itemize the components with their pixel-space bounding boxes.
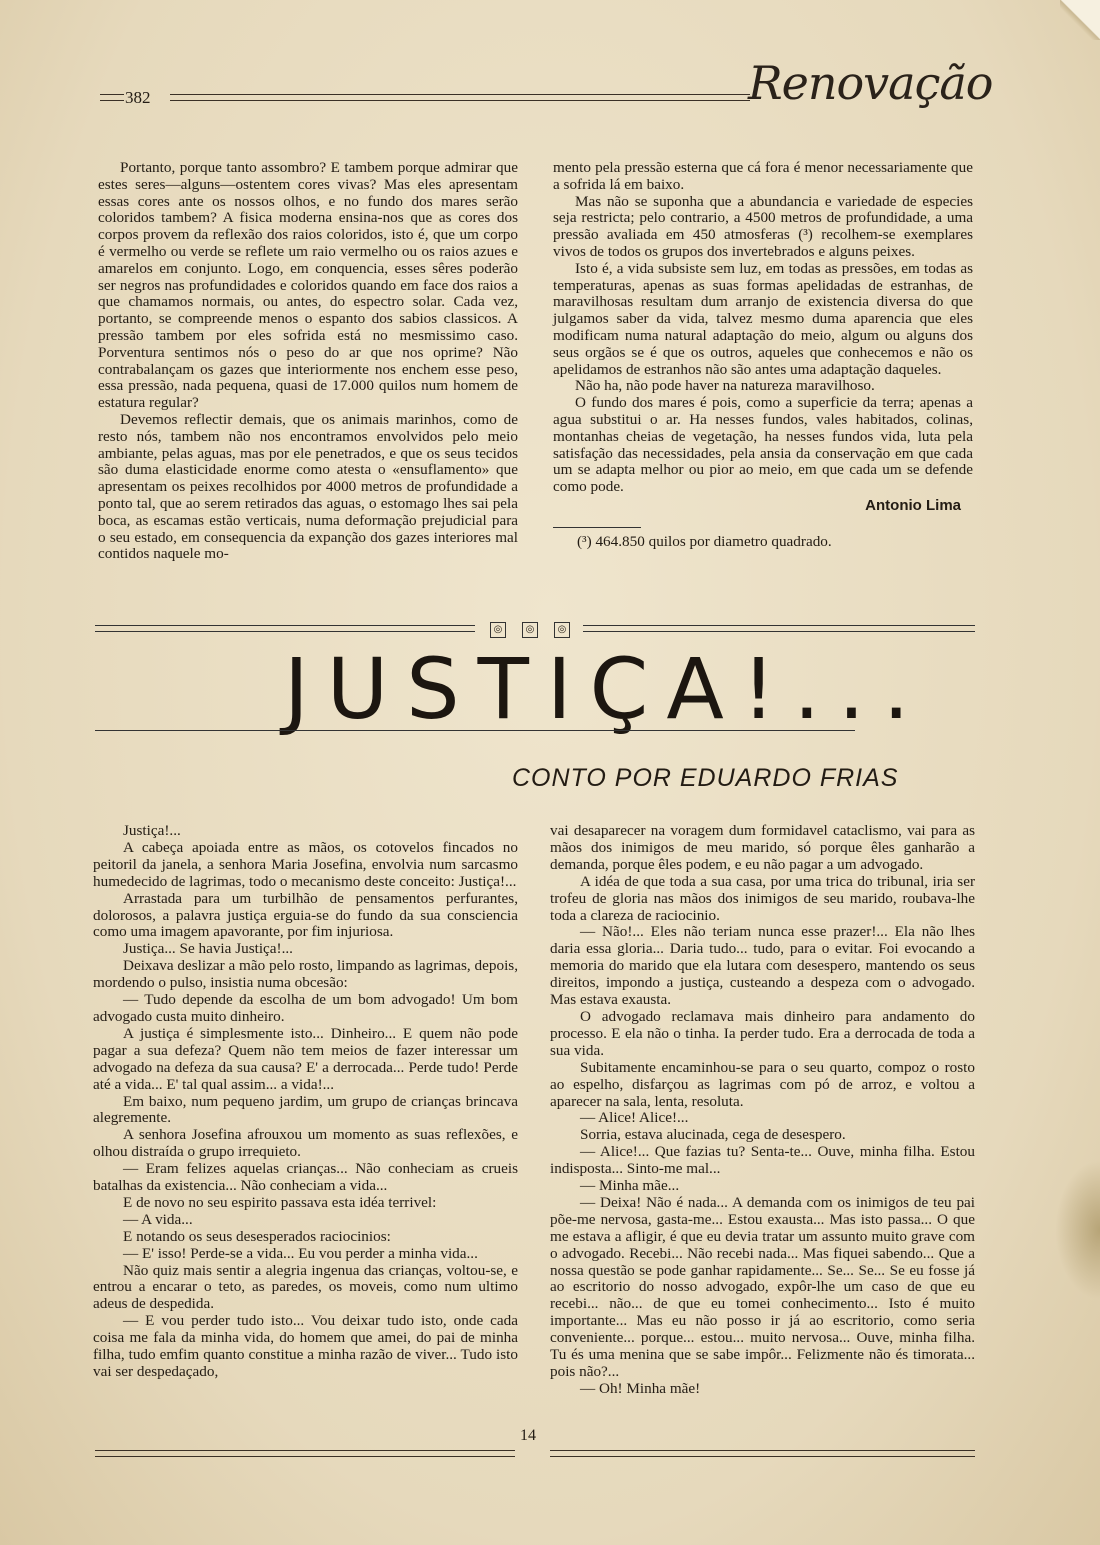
footnote-rule: [553, 527, 641, 528]
title-rule: [95, 730, 855, 731]
paragraph: — A vida...: [123, 1210, 193, 1228]
paragraph: A senhora Josefina afrouxou um momento as suas reflexões, e olhou distraída o grupo irrequieto.: [93, 1126, 518, 1161]
paragraph: — Deixa! Não é nada... A demanda com os inimigos de teu pai põe-me nervosa, gasta-me... Estou exausta... Mas isto passa... O que me estava a afligir, é que eu devia tratar um assunto muito grave com o advogado. Recebi... Não recebi nada... Mas fiquei sabendo... Que a nossa questão se pode ganhar rapidamente... Se... Se... Se eu fosse já ao escritorio do nosso advogado, expôr-lhe um caso de que eu recebi... não... de que eu tomei conhecimento... Isto é muito importante... Mas eu não posso ir já ao escritorio, como seria conveniente... porque... estou... muito nervosa... Ouve, minha filha. Tu és uma menina que se sabe impôr... Felizmente não és timorata... pois não?...: [550, 1193, 975, 1380]
paragraph: — E' isso! Perde-se a vida... Eu vou perder a minha vida...: [123, 1244, 478, 1262]
paragraph: Isto é, a vida subsiste sem luz, em todas as pressões, em todas as temperaturas, apenas as suas formas apelidadas de estranhas, de maravilhosas resultam dum arranjo de existencia diversa do que julgamos saber da vida, talvez mesmo duma aparencia que eles modificam numa natural adaptação do meio, algum ou alguns dos seus orgãos se é que os outros, aqueles que conhecemos e não os apelidamos de estranhos não são antes uma adaptação daqueles.: [553, 259, 973, 378]
paragraph: Justiça!...: [123, 822, 181, 839]
paragraph: Portanto, porque tanto assombro? E tambem porque admirar que estes seres—alguns—ostentem cores vivas? Mas eles apresentam essas cores ante os nossos olhos, e no fundo dos mares serão coloridos tambem? A fisica moderna ensina-nos que as cores dos corpos provem da reflexão dos raios coloridos, isto é, que um corpo é vermelho ou verde se reflete um raio vermelho ou os raios azues e amarelos em conjunto. Logo, em conquencia, esses sêres poderão ser negros nas profundidades e coloridos quando em face dos raios a que chamamos normais, ou antes, do espectro solar. Cada vez, portanto, se compreende menos o espanto dos sabios classicos. A pressão tambem por eles sofrida está no mesmissimo caso. Porventura sentimos nós o peso do ar que nos oprime? Não contrabalançam os gazes que interiormente nos enchem esse peso, essa pressão, nada pequena, quasi de 17.000 quilos num homem de estatura regular?: [98, 159, 518, 412]
paragraph: Mas não se suponha que a abundancia e variedade de especies seja restricta; pelo contrario, a 4500 metros de profundidade, a uma pressão avaliada em 450 atmosferas (³) recolhem-se exemplares vivos de todos os grupos dos invertebrados e alguns peixes.: [553, 192, 973, 260]
paragraph: A justiça é simplesmente isto... Dinheiro... E quem não pode pagar a sua defeza? Quem não tem meios de fazer interessar um advogado na defeza da sua causa? E' a derrocada... Perde tudo! Perde até a vida... E' tal qual assim... a vida!...: [93, 1024, 518, 1093]
footer-rule-right-2: [550, 1456, 975, 1457]
header-rule-main: [170, 94, 750, 95]
paper-stain: [1055, 1160, 1100, 1300]
paragraph: Sorria, estava alucinada, cega de desespero.: [580, 1126, 846, 1144]
separator-line-right: [583, 625, 975, 632]
paragraph: E notando os seus desesperados raciocinios:: [123, 1227, 391, 1245]
paragraph: — Alice!... Que fazias tu? Senta-te... Ouve, minha filha. Estou indisposta... Sinto-me mal...: [550, 1143, 975, 1178]
paragraph: — E vou perder tudo isto... Vou deixar tudo isto, onde cada coisa me fala da minha vida, do homem que amei, do pai de minha filha, tudo emfim quanto constitue a minha razão de viver... Tudo isto vai ser despedaçado,: [93, 1312, 518, 1380]
paragraph: Em baixo, num pequeno jardim, um grupo de crianças brincava alegremente.: [93, 1092, 518, 1127]
footer-rule-left-2: [95, 1456, 515, 1457]
article1-column-left: [98, 160, 518, 563]
paragraph: — Oh! Minha mãe!: [580, 1379, 701, 1397]
footer-rule-right: [550, 1450, 975, 1451]
folded-corner: [1060, 0, 1100, 40]
footnote: (³) 464.850 quilos por diametro quadrado.: [577, 532, 832, 550]
story-title: JUSTIÇA!...: [284, 640, 928, 738]
paragraph: O fundo dos mares é pois, como a superficie da terra; apenas a agua substitui o ar. Ha nesses fundos, vales habitados, colinas, montanhas cheias de vegetação, ha nesses fundos vida, luta pela satisfação das necessidades, pela ansia da conservação em que cada um se adapta melhor ou pior ao meio, em que cada um se defende como pode.: [553, 394, 973, 496]
paragraph: Subitamente encaminhou-se para o seu quarto, compoz o rosto ao espelho, disfarçou as lagrimas com pó de arroz, e voltou a aparecer na sala, lenta, resoluta.: [550, 1058, 975, 1110]
separator-line-left: [95, 625, 475, 632]
paragraph: — Eram felizes aquelas crianças... Não conheciam as crueis batalhas da existencia... Não conheciam a vida...: [93, 1160, 518, 1195]
paragraph: Não quiz mais sentir a alegria ingenua das crianças, voltou-se, e entrou a encarar o teto, as paredes, os moveis, como num ultimo adeus de despedida.: [93, 1261, 518, 1313]
paragraph: vai desaparecer na voragem dum formidavel cataclismo, vai para as mãos dos inimigos de meu marido, só porque êles ganharão a demanda, porque êles podem, e eu não pagar a um advogado.: [550, 822, 975, 873]
header-rule-left: [100, 94, 124, 95]
story-column-right: [550, 823, 975, 1398]
story-column-left: [93, 823, 518, 1381]
article1-column-right: [553, 160, 973, 551]
header-rule-main-2: [170, 100, 750, 101]
paragraph: — Alice! Alice!...: [580, 1109, 689, 1127]
paragraph: — Tudo depende da escolha de um bom advogado! Um bom advogado custa muito dinheiro.: [93, 991, 518, 1025]
paragraph: Devemos reflectir demais, que os animais marinhos, como de resto nós, tambem não nos encontramos envolvidos pelo meio ambiante, pelas aguas, mas por ele penetrados, e que os seus tecidos são duma elasticidade enorme como atesta o «ensuflamento» que apresentam os peixes recolhidos por 4000 metros de profundidade a ponto tal, que ao serem retirados das aguas, o estomago lhes sai pela boca, as escamas estão verticais, numa deformação prejudicial para o seu estado, em consequencia da expanção dos gazes interiores mal contidos naquele mo-: [98, 410, 518, 563]
masthead-logo: Renovação: [748, 56, 993, 110]
paragraph: A cabeça apoiada entre as mãos, os cotovelos fincados no peitoril da janela, a senhora Maria Josefina, envolvia num sarcasmo humedecido de lagrimas, todo o mecanismo deste conceito: Justiça!...: [93, 838, 518, 890]
story-byline: CONTO POR EDUARDO FRIAS: [512, 764, 899, 792]
ornament-icon: ◎: [554, 622, 570, 638]
ornament-separator: [95, 622, 975, 638]
paragraph: Não ha, não pode haver na natureza maravilhoso.: [575, 377, 875, 395]
paragraph: O advogado reclamava mais dinheiro para andamento do processo. E ela não o tinha. Ia perder tudo. Era a derrocada de toda a sua vida.: [550, 1007, 975, 1059]
paragraph: Arrastada para um turbilhão de pensamentos perfurantes, dolorosos, a palavra justiça erguia-se do fundo da sua consciencia como uma imagem apavorante, por fim injuriosa.: [93, 889, 518, 941]
page-number: 382: [125, 88, 151, 107]
footer-rule-left: [95, 1450, 515, 1451]
author-signature: Antonio Lima: [865, 496, 961, 514]
paragraph: — Minha mãe...: [580, 1177, 680, 1195]
footer-page-number: 14: [520, 1427, 536, 1444]
header-rule-left-2: [100, 100, 124, 101]
paragraph: mento pela pressão esterna que cá fora é menor necessariamente que a sofrida lá em baixo.: [553, 159, 973, 193]
paragraph: E de novo no seu espirito passava esta idéa terrivel:: [123, 1193, 437, 1211]
ornament-icon: ◎: [490, 622, 506, 638]
paragraph: — Não!... Eles não teriam nunca esse prazer!... Ela não lhes daria essa gloria... Daria tudo... tudo, para o evitar. Foi evocando a memoria do marido que ela lutara com desespero, mantendo os seus direitos, impondo a justiça, custeando a despeza com o advogado. Mas estava exausta.: [550, 923, 975, 1009]
paragraph: Deixava deslizar a mão pelo rosto, limpando as lagrimas, depois, mordendo o pulso, insistia numa obcesão:: [93, 957, 518, 992]
paragraph: A idéa de que toda a sua casa, por uma trica do tribunal, iria ser trofeu de gloria nas mãos dos inimigos de seu marido, roubava-lhe toda a clareza de raciocinio.: [550, 872, 975, 924]
paragraph: Justiça... Se havia Justiça!...: [123, 940, 293, 958]
ornament-icon: ◎: [522, 622, 538, 638]
